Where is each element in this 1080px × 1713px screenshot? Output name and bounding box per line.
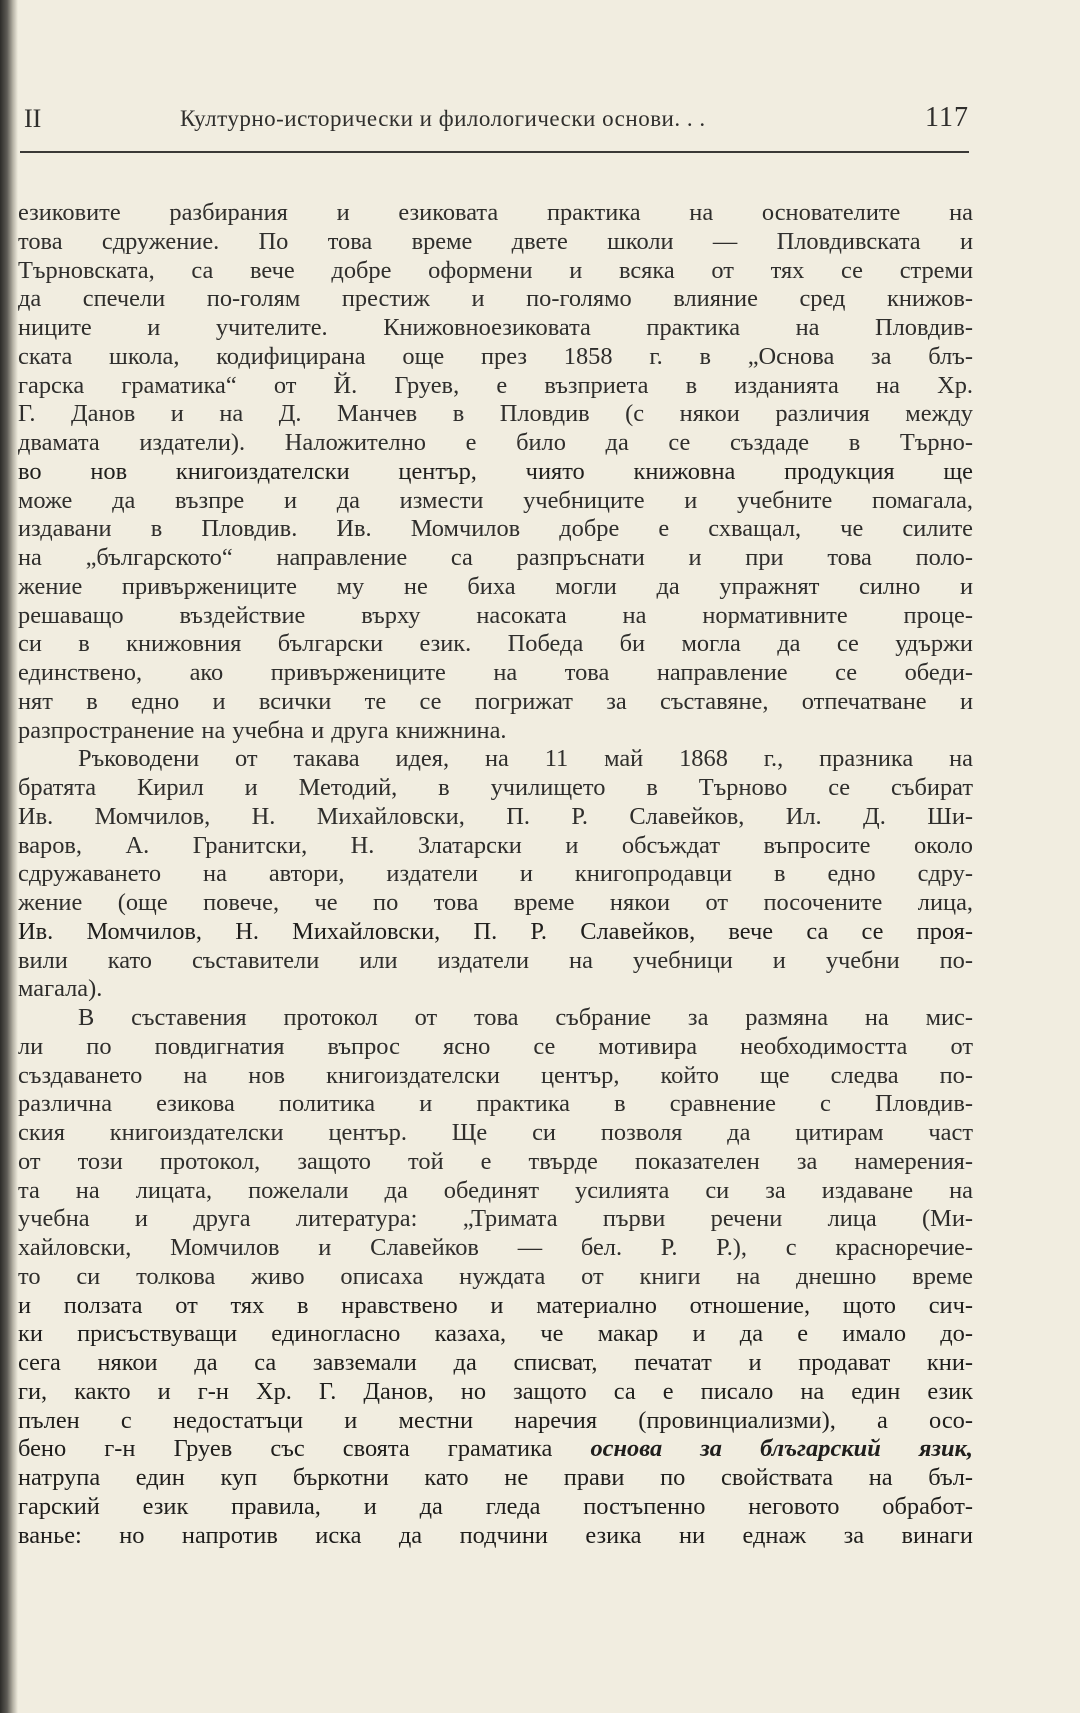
text-line: Ив. Момчилов, Н. Михайловски, П. Р. Славейков, вече са се проя- [18,917,973,945]
text-line: това сдружение. По това време двете школи — Пловдивската и [18,227,973,255]
body-text [18,199,973,1550]
chapter-number: II [24,104,42,133]
running-header [24,98,969,138]
quoted-book-title: основа за блъгарский язик, [590,1435,973,1463]
text-line: ги, както и г-н Хр. Г. Данов, но защото са е писало на един език [18,1377,973,1405]
text-line: ли по повдигнатия въпрос ясно се мотивира необходимостта от [18,1032,973,1060]
page-number: 117 [925,102,969,133]
text-line: си в книжовния български език. Победа би могла да се удържи [18,630,973,658]
text-line: Г. Данов и на Д. Манчев в Пловдив (с някои различия между [18,400,973,428]
text-line: може да възпре и да измести учебниците и учебните помагала, [18,486,973,514]
running-title: Културно-исторически и филологически основи. . . [180,106,706,131]
text-line: ския книгоиздателски център. Ще си позволя да цитирам част [18,1119,973,1146]
text-line: сега някои да са завземали да списват, печатат и продават кни- [18,1349,973,1376]
text-line: сдружаването на автори, издатели и книгопродавци в едно сдру- [18,860,973,888]
text-line: ската школа, кодифицирана още през 1858 г. в „Основа за блъ- [18,342,973,370]
text-line: натрупа един куп бъркотни като не прави по свойствата на бъл- [18,1464,973,1491]
text-line: ки присъствуващи единогласно казаха, че макар и да е имало до- [18,1320,973,1348]
text-line: гарский език правила, и да гледа постъпенно неговото обработ- [18,1492,973,1520]
text-line: да спечели по-голям престиж и по-голямо влияние сред книжов- [18,285,973,313]
text-line: Търновската, са вече добре оформени и всяка от тях се стреми [18,256,973,284]
text-line: различна езикова политика и практика в сравнение с Пловдив- [18,1090,973,1118]
text-line: хайловски, Момчилов и Славейков — бел. Р. Р.), с красноречие- [18,1234,973,1261]
text-line: решаващо въздействие върху насоката на нормативните проце- [18,601,973,629]
text-line: варов, А. Гранитски, Н. Златарски и обсъждат въпросите около [18,831,973,859]
text-line: во нов книгоиздателски център, чиято книжовна продукция ще [18,457,973,485]
text-line: та на лицата, пожелали да обединят усилията си за издаване на [18,1176,973,1204]
text-line: жение (още повече, че по това време някои от посочените лица, [18,889,973,916]
text-line: и ползата от тях в нравствено и материално отношение, щото сич- [18,1291,973,1319]
text-line: ванье: но напротив иска да подчини езика ни еднаж за винаги [18,1521,973,1549]
text-line: на „българското“ направление са разпръснати и при това поло- [18,544,973,571]
text-line: учебна и друга литература: „Тримата първи речени лица (Ми- [18,1205,973,1233]
text-line: пълен с недостатъци и местни наречия (провинциализми), а осо- [18,1406,973,1434]
text-line: нят в едно и всички те се погрижат за съставяне, отпечатване и [18,687,973,715]
text-line: езиковите разбирания и езиковата практика на основателите на [18,199,973,226]
text-line: създаването на нов книгоиздателски център, който ще следва по- [18,1061,973,1089]
paragraph-start-line: В съставения протокол от това събрание за размяна на мис- [78,1004,973,1031]
text-line: гарска граматика“ от Й. Груев, е възприета в изданията на Хр. [18,371,973,399]
paragraph-end-line: разпространение на учебна и друга книжнина. [18,716,507,744]
header-rule [20,151,969,153]
text-line: вили като съставители или издатели на учебници и учебни по- [18,946,973,974]
paragraph-start-line: Ръководени от такава идея, на 11 май 1868 г., празника на [78,745,973,773]
text-line: жение привържениците му не биха могли да упражнят силно и [18,572,973,600]
text-line: братята Кирил и Методий, в училището в Търново се събират [18,774,973,801]
text-line: издавани в Пловдив. Ив. Момчилов добре е схващал, че силите [18,515,973,543]
text-line: от този протокол, защото той е твърде показателен за намерения- [18,1147,973,1175]
text-line: ниците и учителите. Книжовноезиковата практика на Пловдив- [18,314,973,341]
text-line: единствено, ако привържениците на това направление се обеди- [18,659,973,686]
text-line: двамата издатели). Наложително е било да се създаде в Търно- [18,429,973,456]
text-line: Ив. Момчилов, Н. Михайловски, П. Р. Славейков, Ил. Д. Ши- [18,802,973,830]
text-line: то си толкова живо описаха нуждата от книги на днешно време [18,1262,973,1290]
text-segment: бено г-н Груев със своята граматика [18,1435,553,1463]
paragraph-end-line: магала). [18,975,103,1003]
text-line-with-title [18,1435,973,1464]
